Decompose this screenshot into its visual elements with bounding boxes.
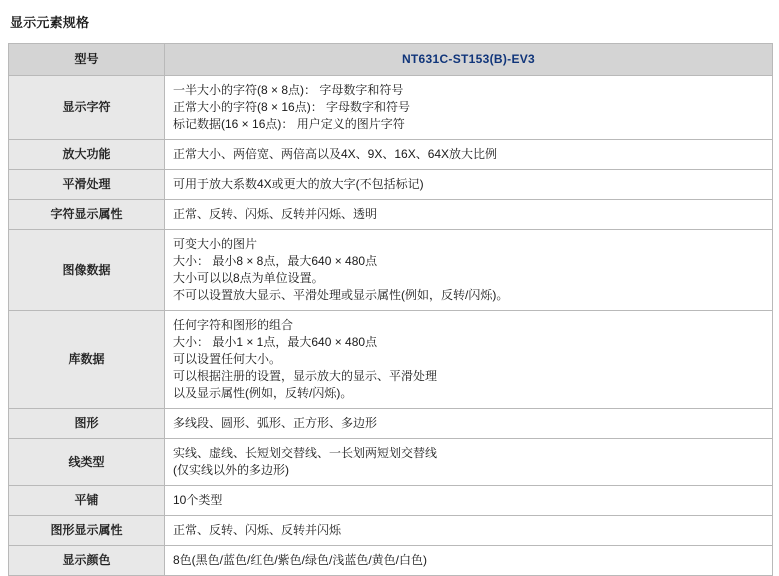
row-label-cell: 图形 (9, 409, 165, 439)
row-value-line: (仅实线以外的多边形) (173, 463, 289, 477)
row-value-cell (165, 409, 773, 439)
row-label-cell: 字符显示属性 (9, 200, 165, 230)
table-row (9, 140, 773, 170)
table-row (9, 486, 773, 516)
table-row (9, 170, 773, 200)
table-row (9, 409, 773, 439)
row-value-cell (165, 516, 773, 546)
row-label-cell: 平铺 (9, 486, 165, 516)
row-label-cell: 线类型 (9, 439, 165, 486)
row-value-cell (165, 311, 773, 409)
row-value-cell (165, 546, 773, 576)
row-value-cell (165, 76, 773, 140)
row-value-cell (165, 170, 773, 200)
row-label-cell: 平滑处理 (9, 170, 165, 200)
display-element-spec-table (8, 43, 773, 576)
header-model-cell: NT631C-ST153(B)-EV3 (165, 44, 773, 76)
row-label-cell: 显示字符 (9, 76, 165, 140)
row-value-line: 大小可以以8点为单位设置。 (173, 271, 324, 285)
row-value-line: 8色(黑色/蓝色/红色/紫色/绿色/浅蓝色/黄色/白色) (173, 553, 428, 567)
row-value-line: 大小： 最小8 × 8点，最大640 × 480点 (173, 254, 378, 268)
table-row (9, 516, 773, 546)
row-value-line: 可用于放大系数4X或更大的放大字(不包括标记) (173, 177, 424, 191)
row-value-line: 正常、反转、闪烁、反转并闪烁 (173, 523, 342, 537)
row-value-line: 一半大小的字符(8 × 8点)： 字母数字和符号 (173, 83, 404, 97)
row-value-cell (165, 200, 773, 230)
row-value-line: 以及显示属性(例如，反转/闪烁)。 (173, 386, 353, 400)
table-row (9, 311, 773, 409)
row-label-cell: 库数据 (9, 311, 165, 409)
row-value-cell (165, 140, 773, 170)
header-label-cell: 型号 (9, 44, 165, 76)
row-value-line: 可变大小的图片 (173, 237, 258, 251)
table-row (9, 546, 773, 576)
table-row (9, 439, 773, 486)
page-title: 显示元素规格 (10, 15, 90, 30)
row-label-cell: 图形显示属性 (9, 516, 165, 546)
row-value-line: 正常大小、两倍宽、两倍高以及4X、9X、16X、64X放大比例 (173, 147, 498, 161)
row-value-line: 10个类型 (173, 493, 223, 507)
row-label-cell: 显示颜色 (9, 546, 165, 576)
row-value-line: 可以根据注册的设置，显示放大的显示、平滑处理 (173, 369, 438, 383)
table-body (9, 44, 773, 576)
row-value-line: 实线、虚线、长短划交替线、一长划两短划交替线 (173, 446, 438, 460)
row-value-line: 标记数据(16 × 16点)： 用户定义的图片字符 (173, 117, 405, 131)
row-label-cell: 图像数据 (9, 230, 165, 311)
row-value-line: 可以设置任何大小。 (173, 352, 282, 366)
table-row (9, 200, 773, 230)
row-value-line: 不可以设置放大显示、平滑处理或显示属性(例如，反转/闪烁)。 (173, 288, 509, 302)
table-row (9, 230, 773, 311)
row-value-line: 任何字符和图形的组合 (173, 318, 294, 332)
row-value-line: 大小： 最小1 × 1点，最大640 × 480点 (173, 335, 378, 349)
row-value-line: 正常、反转、闪烁、反转并闪烁、透明 (173, 207, 378, 221)
row-value-cell (165, 439, 773, 486)
row-value-line: 正常大小的字符(8 × 16点)： 字母数字和符号 (173, 100, 411, 114)
table-row (9, 76, 773, 140)
row-value-cell (165, 486, 773, 516)
row-label-cell: 放大功能 (9, 140, 165, 170)
row-value-cell (165, 230, 773, 311)
table-header-row (9, 44, 773, 76)
row-value-line: 多线段、圆形、弧形、正方形、多边形 (173, 416, 378, 430)
